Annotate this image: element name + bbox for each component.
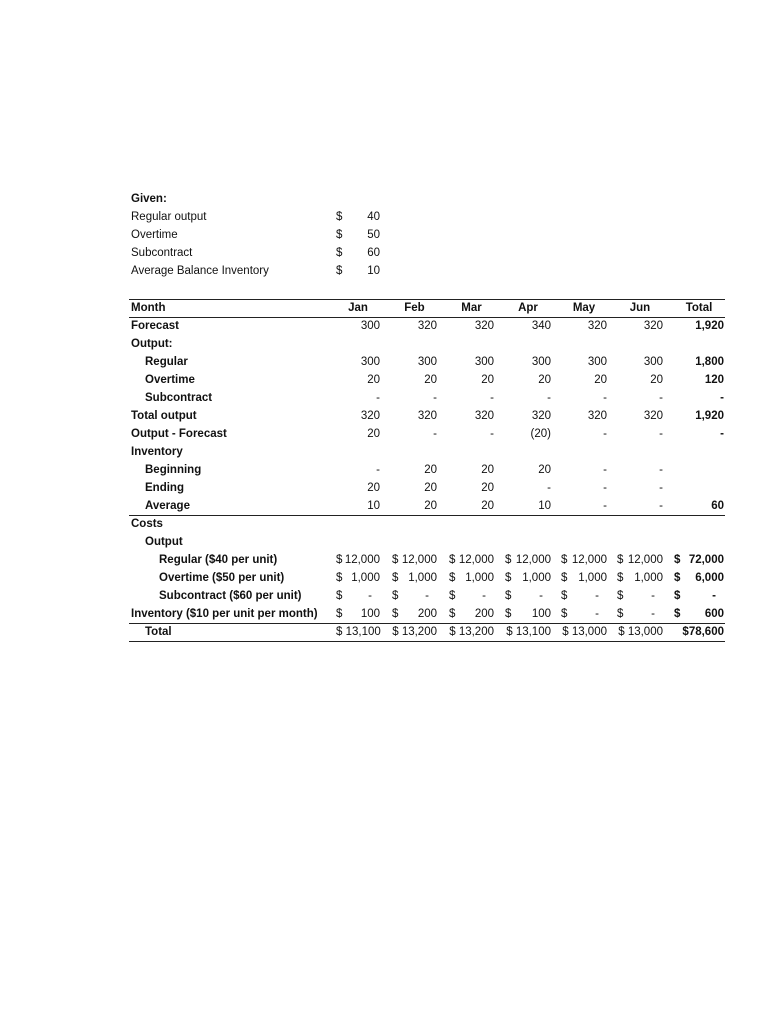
table-row-cost-subcontract: Subcontract ($60 per unit) $ - $ - $ - $ - $ - $ - $ - <box>159 590 716 602</box>
table-row-output-label <box>129 338 725 356</box>
cell: 320 <box>531 410 551 422</box>
row-label: Ending <box>145 482 184 494</box>
cell: 10 <box>367 500 380 512</box>
cell: 300 <box>360 320 380 332</box>
cell: 320 <box>587 410 607 422</box>
cell: 300 <box>587 356 607 368</box>
row-label: Overtime <box>145 374 195 386</box>
cell: 20 <box>367 428 380 440</box>
cell: 20 <box>367 374 380 386</box>
table-row-cost-output-label <box>129 536 725 554</box>
cell: 20 <box>481 500 494 512</box>
cell: 20 <box>367 482 380 494</box>
cell: 300 <box>474 356 494 368</box>
cell: 20 <box>424 464 437 476</box>
cell: - <box>659 500 663 512</box>
header-total: Total <box>685 302 713 314</box>
given-inventory-dollar: $ <box>336 265 343 277</box>
table-row-subcontract <box>129 392 725 410</box>
cell: 20 <box>594 374 607 386</box>
cell-total: - <box>720 392 724 404</box>
row-label: Output: <box>131 338 173 350</box>
cell: 320 <box>643 320 663 332</box>
cell: - <box>547 482 551 494</box>
cell: $ 13,200 <box>392 626 437 638</box>
row-label: Costs <box>131 518 163 530</box>
cell: - <box>490 392 494 404</box>
row-label: Output - Forecast <box>131 428 227 440</box>
header-feb: Feb <box>404 302 425 314</box>
cell: 300 <box>531 356 551 368</box>
cell: - <box>433 428 437 440</box>
table-row-ending <box>129 482 725 500</box>
row-label: Output <box>145 536 183 548</box>
cell: 320 <box>587 320 607 332</box>
header-jan: Jan <box>348 302 368 314</box>
costs-subtotal-border <box>129 623 725 624</box>
row-label: Inventory <box>131 446 183 458</box>
cell: 20 <box>424 500 437 512</box>
row-label: Subcontract ($60 per unit) <box>159 590 302 602</box>
cell: - <box>376 392 380 404</box>
row-label: Regular ($40 per unit) <box>159 554 278 566</box>
inventory-bottom-border <box>129 515 725 516</box>
table-row-inventory-label <box>129 446 725 464</box>
cell: - <box>603 464 607 476</box>
cell: 20 <box>481 482 494 494</box>
header-bottom-border <box>129 317 725 318</box>
cell-total: 1,920 <box>695 410 724 422</box>
given-regular-label: Regular output <box>131 211 207 223</box>
cell: 20 <box>650 374 663 386</box>
row-label: Total output <box>131 410 197 422</box>
table-row-forecast <box>129 320 725 338</box>
header-may: May <box>572 302 596 314</box>
cell: - <box>603 482 607 494</box>
row-label: Subcontract <box>145 392 213 404</box>
cell: 10 <box>538 500 551 512</box>
cell: 320 <box>474 410 494 422</box>
given-regular-dollar: $ <box>336 211 343 223</box>
cell: $ 13,000 <box>562 626 607 638</box>
given-inventory-value: 10 <box>367 265 380 277</box>
cell: 300 <box>360 356 380 368</box>
table-row-cost-inventory: Inventory ($10 per unit per month) $ 100 $ 200 $ 200 $ 100 $ - $ - $ 600 <box>131 608 724 620</box>
cell: $ 13,100 <box>336 626 381 638</box>
cell: 20 <box>481 464 494 476</box>
row-label: Overtime ($50 per unit) <box>159 572 285 584</box>
given-subcontract-label: Subcontract <box>131 247 193 259</box>
given-overtime-value: 50 <box>367 229 380 241</box>
table-bottom-border <box>129 641 725 642</box>
given-overtime-label: Overtime <box>131 229 178 241</box>
cell: 300 <box>643 356 663 368</box>
header-month-label: Month <box>131 302 166 314</box>
table-row-beginning <box>129 464 725 482</box>
cell: 20 <box>424 374 437 386</box>
cell-total: 1,800 <box>695 356 724 368</box>
row-label: Total <box>145 626 172 638</box>
row-label: Forecast <box>131 320 179 332</box>
cell: - <box>376 464 380 476</box>
cell: - <box>659 482 663 494</box>
header-mar: Mar <box>461 302 482 314</box>
cell: 20 <box>538 464 551 476</box>
cell: $ 13,100 <box>506 626 551 638</box>
cell: 320 <box>474 320 494 332</box>
cell: 340 <box>531 320 551 332</box>
header-jun: Jun <box>629 302 651 314</box>
table-top-border <box>129 299 725 300</box>
table-row-regular <box>129 356 725 374</box>
given-overtime-dollar: $ <box>336 229 343 241</box>
table-row-cost-regular: Regular ($40 per unit) $ 12,000 $ 12,000 $ 12,000 $ 12,000 $ 12,000 $ 12,000 $ 72,000 <box>159 554 724 566</box>
cell: - <box>603 392 607 404</box>
table-row-output-forecast <box>129 428 725 446</box>
cell: $ 13,200 <box>449 626 494 638</box>
row-label: Beginning <box>145 464 202 476</box>
cell: 320 <box>417 410 437 422</box>
given-inventory-label: Average Balance Inventory <box>131 265 269 277</box>
row-label: Average <box>145 500 190 512</box>
cell: - <box>603 428 607 440</box>
cell-total: 120 <box>704 374 724 386</box>
cell: 320 <box>417 320 437 332</box>
given-regular-value: 40 <box>367 211 380 223</box>
given-subcontract-value: 60 <box>367 247 380 259</box>
cell-total: - <box>720 428 724 440</box>
cell: - <box>490 428 494 440</box>
cell: - <box>433 392 437 404</box>
cell: 20 <box>481 374 494 386</box>
cell: 320 <box>643 410 663 422</box>
cell: - <box>547 392 551 404</box>
cell: (20) <box>530 428 551 440</box>
header-apr: Apr <box>518 302 538 314</box>
cell: - <box>659 392 663 404</box>
cell: 320 <box>360 410 380 422</box>
table-row-cost-overtime: Overtime ($50 per unit) $ 1,000 $ 1,000 $ 1,000 $ 1,000 $ 1,000 $ 1,000 $ 6,000 <box>159 572 724 584</box>
cell: - <box>659 464 663 476</box>
table-row-overtime <box>129 374 725 392</box>
cell-total: 1,920 <box>695 320 724 332</box>
cell-total: $78,600 <box>682 626 724 638</box>
cell: 20 <box>424 482 437 494</box>
row-label: Regular <box>145 356 188 368</box>
cell: 20 <box>538 374 551 386</box>
given-subcontract-dollar: $ <box>336 247 343 259</box>
cell: - <box>659 428 663 440</box>
table-row-costs-label <box>129 518 725 536</box>
given-title: Given: <box>131 193 167 205</box>
cell: $ 13,000 <box>618 626 663 638</box>
cell: 300 <box>417 356 437 368</box>
table-row-total-output <box>129 410 725 428</box>
row-label: Inventory ($10 per unit per month) <box>131 608 318 620</box>
cell: - <box>603 500 607 512</box>
cell-total: 60 <box>711 500 724 512</box>
